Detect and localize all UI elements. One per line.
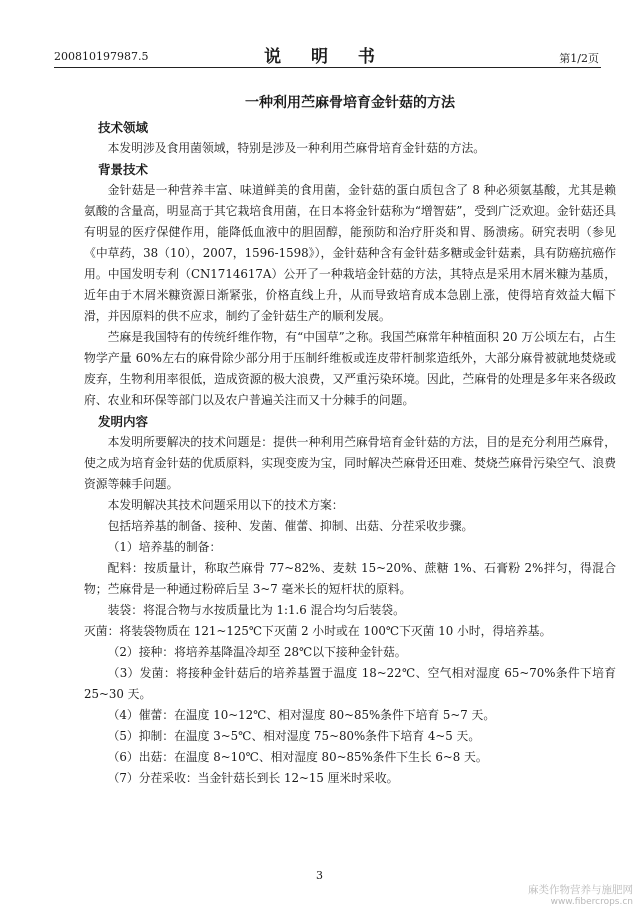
background-paragraph-1: 金针菇是一种营养丰富、味道鲜美的食用菌，金针菇的蛋白质包含了 8 种必须氨基酸，尤其是赖氨酸的含量高，明显高于其它栽培食用菌，在日本将金针菇称为“增智菇”，受到广泛欢迎。金针菇还具有明显的医疗保健作用，能降低血液中的胆固醇，能预防和治疗肝炎和胃、肠溃疡。研究表明（参见《中草药，38（10），2007，1596-1598》），金针菇种含有金针菇多糖或金针菇素，具有防癌抗癌作用。中国发明专利（CN1714617A）公开了一种栽培金针菇的方法，其特点是采用木屑米糠为基质，近年由于木屑米糠资源日渐紧张，价格直线上升，从而导致培育成本急剧上涨，使得培育效益大幅下滑，并因原料的供不应求，制约了金针菇生产的顺利发展。 (84, 183, 616, 323)
bagging-text: 装袋：将混合物与水按质量比为 1:1.6 混合均匀后装袋。 (107, 603, 405, 617)
section-heading-background: 背景技术 (98, 162, 149, 177)
invention-paragraph-3: 包括培养基的制备、接种、发菌、催蕾、抑制、出菇、分茬采收步骤。 (107, 519, 474, 533)
step-4-text: （4）催蕾：在温度 10~12℃、相对湿度 80~85%条件下培育 5~7 天。 (107, 708, 496, 722)
step-6-text: （6）出菇：在温度 8~10℃、相对湿度 80~85%条件下生长 6~8 天。 (107, 750, 488, 764)
sterilize-text: 灭菌：将装袋物质在 121~125℃下灭菌 2 小时或在 100℃下灭菌 10 小时，得培养基。 (84, 624, 552, 638)
step-3-text: （3）发菌：将接种金针菇后的培养基置于温度 18~22℃、空气相对湿度 65~70%条件下培育 25~30 天。 (84, 666, 616, 701)
watermark-text: 麻类作物营养与施肥网 (528, 884, 633, 896)
step-2-text: （2）接种：将培养基降温冷却至 28℃以下接种金针菇。 (107, 645, 407, 659)
page-number: 3 (316, 869, 323, 882)
background-paragraph-2: 苎麻是我国特有的传统纤维作物，有“中国草”之称。我国苎麻常年种植面积 20 万公顷左右，占生物学产量 60%左右的麻骨除少部分用于压制纤维板或连皮带杆制浆造纸外，大部分麻骨被就地焚烧或废弃，生物利用率很低，造成资源的极大浪费，又严重污染环境。因此，苎麻骨的处理是多年来各级政府、农业和环保等部门以及农户普遍关注而又十分棘手的问题。 (84, 330, 616, 407)
formula-text: 配料：按质量计，称取苎麻骨 77~82%、麦麸 15~20%、蔗糖 1%、石膏粉 2%拌匀，得混合物；苎麻骨是一种通过粉碎后呈 3~7 毫米长的短杆状的原料。 (84, 561, 616, 596)
step-5-text: （5）抑制：在温度 3~5℃、相对湿度 75~80%条件下培育 4~5 天。 (107, 729, 481, 743)
watermark-url: www.fibercrops.cn (550, 897, 633, 907)
document-body (84, 80, 616, 789)
tech-field-text: 本发明涉及食用菌领域，特别是涉及一种利用苎麻骨培育金针菇的方法。 (107, 141, 486, 155)
invention-paragraph-1: 本发明所要解决的技术问题是：提供一种利用苎麻骨培育金针菇的方法，目的是充分利用苎麻骨，使之成为培育金针菇的优质原料，实现变废为宝，同时解决苎麻骨还田难、焚烧苎麻骨污染空气、浪费资源等棘手问题。 (84, 435, 616, 491)
page-indicator: 第1/2页 (559, 52, 599, 65)
section-heading-invention: 发明内容 (98, 414, 149, 429)
application-number: 200810197987.5 (54, 50, 149, 63)
invention-paragraph-2: 本发明解决其技术问题采用以下的技术方案： (107, 498, 344, 512)
step-7-text: （7）分茬采收：当金针菇长到长 12~15 厘米时采收。 (107, 771, 399, 785)
section-heading-tech-field: 技术领域 (98, 120, 149, 135)
step-1-heading: （1）培养基的制备： (107, 540, 222, 554)
document-type-title: 说 明 书 (264, 47, 387, 67)
invention-title: 一种利用苎麻骨培育金针菇的方法 (245, 95, 455, 111)
site-watermark (528, 884, 633, 908)
header-divider (54, 67, 601, 68)
